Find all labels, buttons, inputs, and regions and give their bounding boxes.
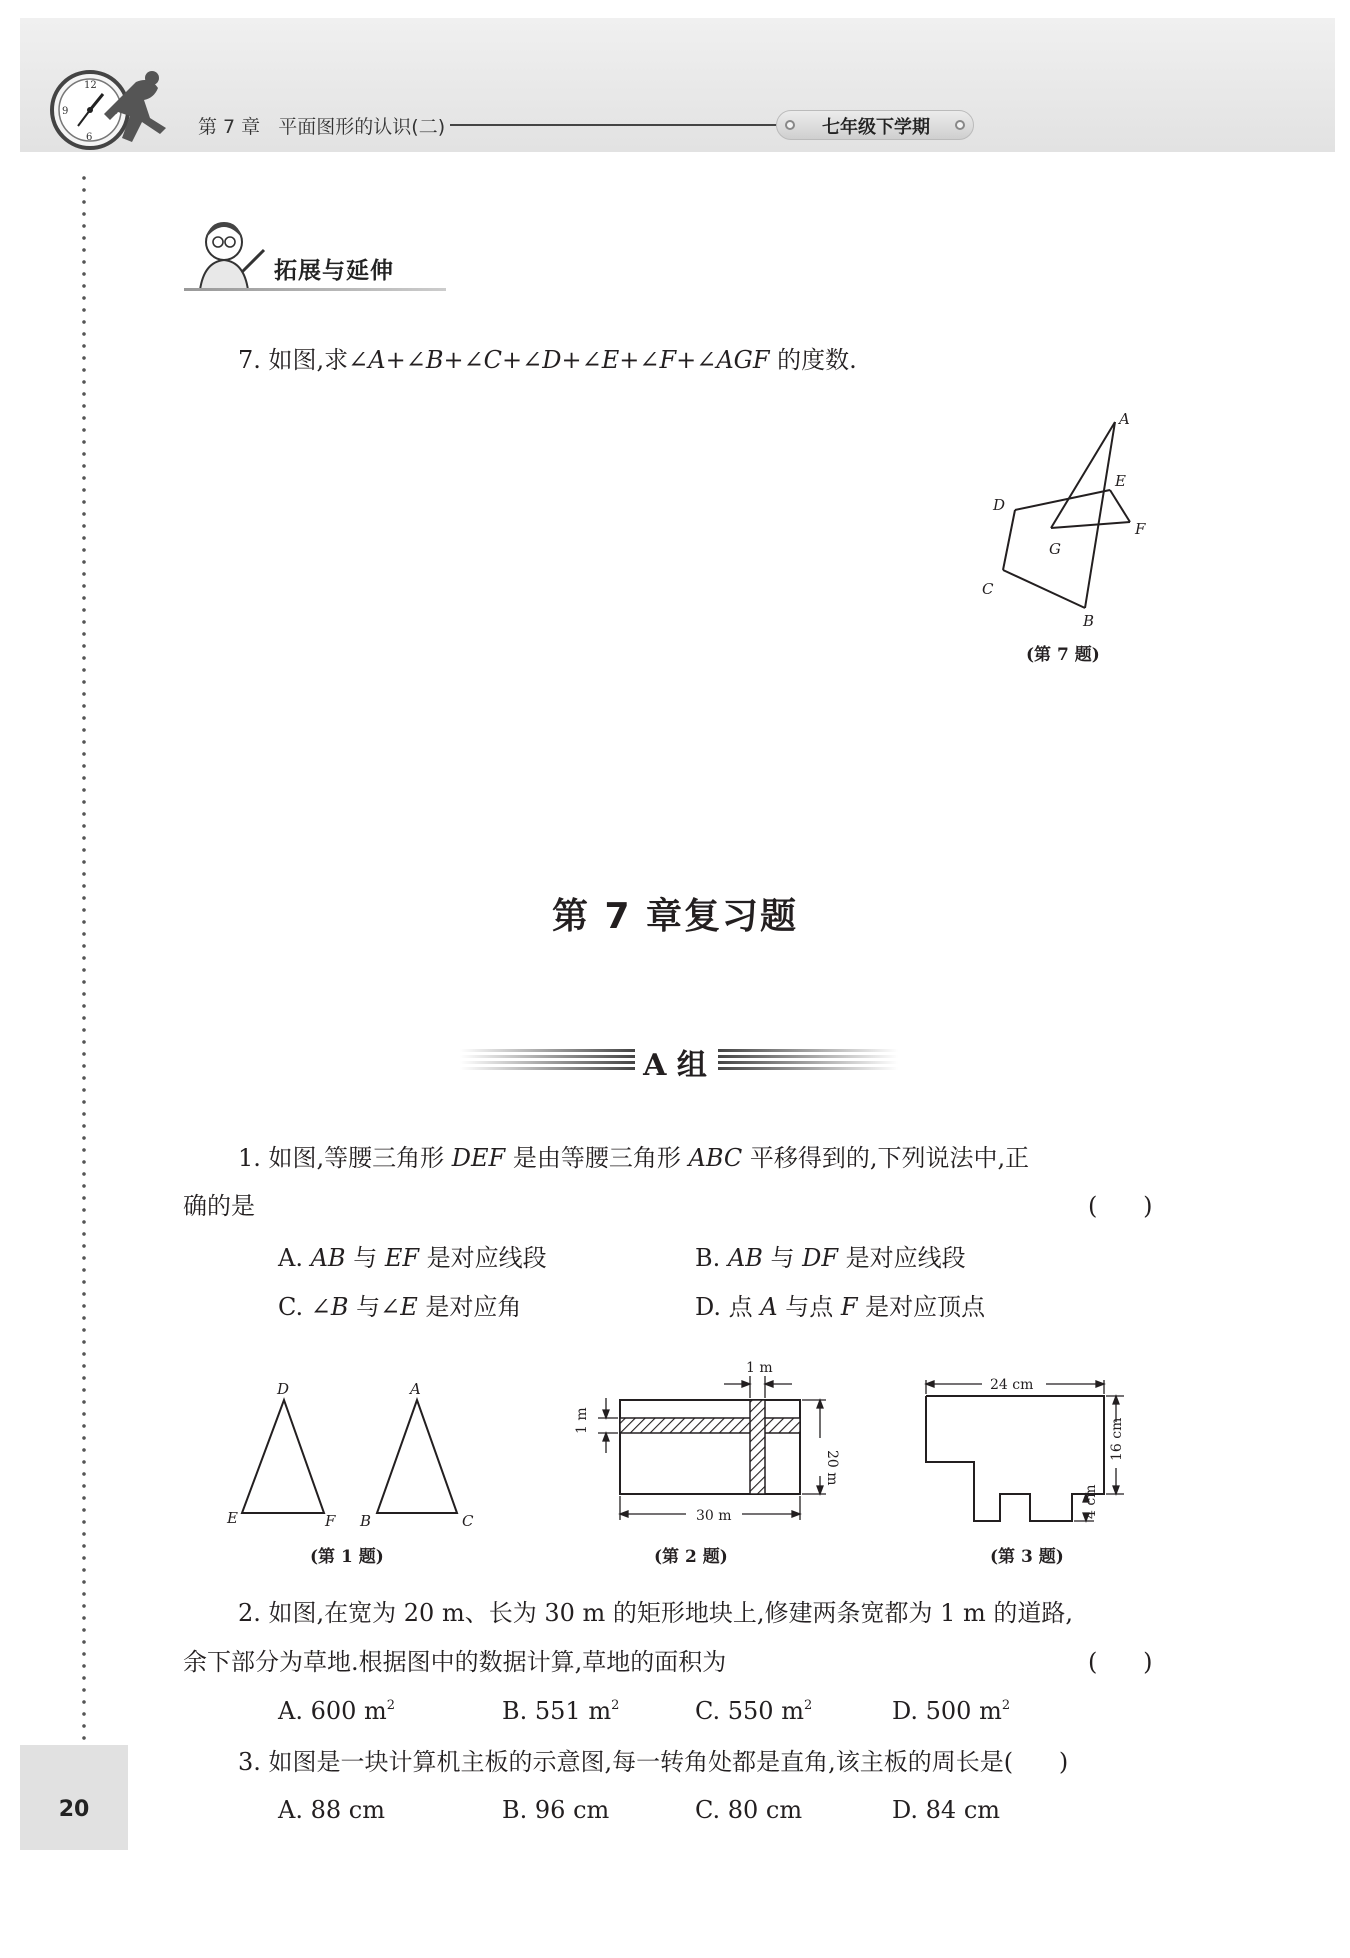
fig1-label-B: B <box>360 1512 372 1530</box>
q1-text: 是由等腰三角形 <box>505 1144 689 1172</box>
section-underline <box>184 288 446 291</box>
fig7-label-C: C <box>982 580 994 598</box>
chapter-review-title: 第 7 章复习题 <box>551 896 799 937</box>
badge-dot-right <box>955 120 965 130</box>
grade-label: 七年级下学期 <box>822 117 930 138</box>
question-7 <box>238 340 857 380</box>
section-title: 拓展与延伸 <box>274 258 394 284</box>
q7-expression: ∠A+∠B+∠C+∠D+∠E+∠F+∠AGF <box>348 346 770 374</box>
q1-answer-paren: ( ) <box>1088 1192 1153 1220</box>
fig7-label-E: E <box>1115 472 1126 490</box>
page-number: 20 <box>58 1797 90 1822</box>
q1-option-b: B. AB 与 DF 是对应线段 <box>695 1244 966 1272</box>
binding-dots <box>82 172 86 1742</box>
fig3-label-notch: 4 cm <box>1083 1484 1099 1519</box>
fig3-label-top-length: 24 cm <box>990 1377 1034 1393</box>
header-rule <box>450 124 780 126</box>
fig1-label-C: C <box>462 1512 474 1530</box>
figure-q3 <box>912 1366 1142 1536</box>
q2-option-d: D. 500 $m^2$ <box>892 1697 1011 1725</box>
q1-option-d: D. 点 A 与点 F 是对应顶点 <box>695 1293 986 1321</box>
fig1-label-F: F <box>325 1512 336 1530</box>
q2-option-b: B. 551 $m^2$ <box>502 1697 620 1725</box>
question-1-line-2: 确的是 <box>183 1192 255 1220</box>
group-a-title: A 组 <box>643 1048 707 1083</box>
fig7-label-G: G <box>1049 540 1061 558</box>
fig7-label-D: D <box>993 496 1006 514</box>
question-1-line-1 <box>238 1138 1029 1178</box>
q2-option-a: A. 600 $m^2$ <box>278 1697 396 1725</box>
fig2-label-width: 20 m <box>824 1450 840 1486</box>
q3-option-b: B. 96 cm <box>502 1796 610 1824</box>
q3-option-a: A. 88 cm <box>278 1796 385 1824</box>
caption-q1: (第 1 题) <box>310 1547 384 1567</box>
q2-option-c: C. 550 $m^2$ <box>695 1697 813 1725</box>
q7-lead: 7. 如图,求 <box>238 346 349 374</box>
fig7-label-A: A <box>1119 410 1130 428</box>
q1-text: 1. 如图,等腰三角形 <box>238 1144 452 1172</box>
q1-var-def: DEF <box>451 1144 506 1172</box>
question-2-line-2: 余下部分为草地.根据图中的数据计算,草地的面积为 <box>183 1648 727 1676</box>
fig1-label-A: A <box>410 1380 421 1398</box>
caption-q2: (第 2 题) <box>654 1547 728 1567</box>
group-divider-right <box>718 1045 898 1073</box>
fig1-label-D: D <box>277 1380 290 1398</box>
q1-var-abc: ABC <box>688 1144 743 1172</box>
fig2-label-length: 30 m <box>696 1508 732 1524</box>
svg-text:12: 12 <box>84 80 97 91</box>
header-chapter-title: 第 7 章 平面图形的认识(二) <box>198 116 446 138</box>
figure-q2 <box>556 1358 846 1538</box>
q3-option-c: C. 80 cm <box>695 1796 803 1824</box>
svg-text:6: 6 <box>86 132 93 143</box>
q2-answer-paren: ( ) <box>1088 1648 1153 1676</box>
fig2-label-top-road-width: 1 m <box>746 1360 773 1376</box>
fig7-label-B: B <box>1083 612 1095 630</box>
svg-text:9: 9 <box>62 106 69 117</box>
page-tab <box>20 1745 128 1850</box>
fig2-label-left-road-width: 1 m <box>574 1407 590 1434</box>
q1-option-c: C. ∠B 与∠E 是对应角 <box>278 1293 522 1321</box>
figure-q7 <box>965 410 1185 630</box>
question-3-line-1: 3. 如图是一块计算机主板的示意图,每一转角处都是直角,该主板的周长是( ) <box>238 1748 1069 1776</box>
fig7-label-F: F <box>1135 520 1146 538</box>
q1-option-a: A. AB 与 EF 是对应线段 <box>278 1244 547 1272</box>
question-2-line-1: 2. 如图,在宽为 20 m、长为 30 m 的矩形地块上,修建两条宽都为 1 m 的道路, <box>238 1599 1074 1627</box>
clock-runner-logo <box>48 68 198 158</box>
q7-tail: 的度数. <box>769 346 857 374</box>
caption-q3: (第 3 题) <box>990 1547 1064 1567</box>
group-divider-left <box>460 1045 635 1073</box>
q1-text: 平移得到的,下列说法中,正 <box>742 1144 1030 1172</box>
grade-badge <box>776 110 974 140</box>
fig1-label-E: E <box>227 1509 238 1527</box>
fig3-label-height: 16 cm <box>1109 1417 1125 1461</box>
figure-q1 <box>222 1378 482 1538</box>
caption-q7: (第 7 题) <box>1026 645 1100 665</box>
q3-option-d: D. 84 cm <box>892 1796 1001 1824</box>
